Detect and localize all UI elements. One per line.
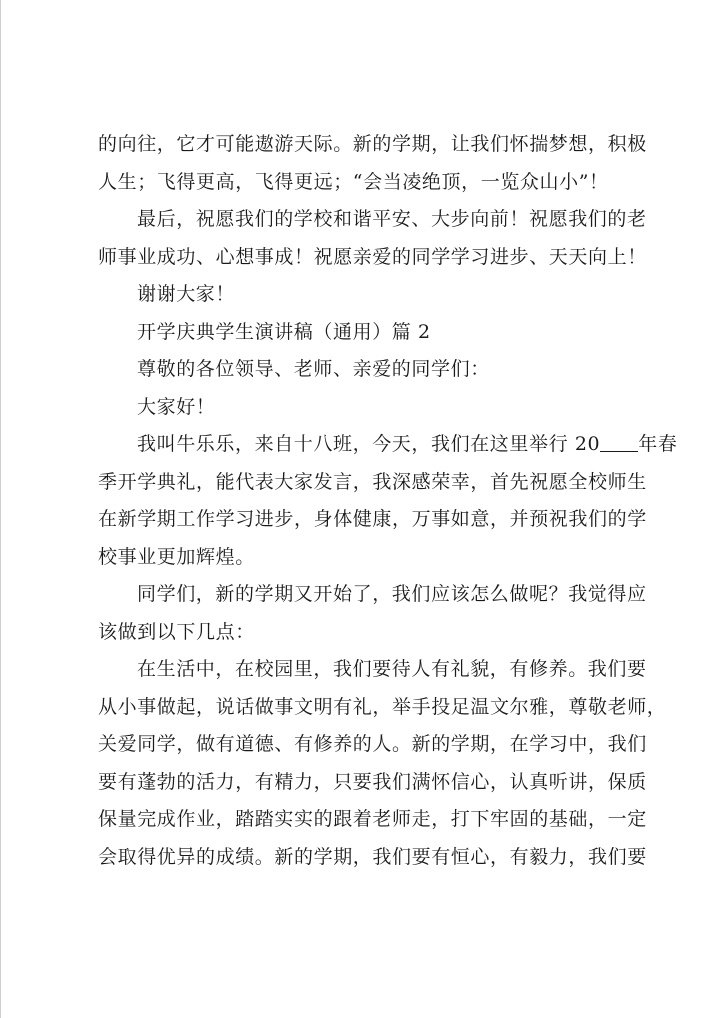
text-line [98,126,647,164]
line-text-after-blank: 年春 [638,433,678,455]
line-text: 会取得优异的成绩。新的学期，我们要有恒心，有毅力，我们要 [98,845,647,868]
text-line [98,201,647,239]
text-line [98,351,643,389]
line-text: 关爱同学，做有道德、有修养的人。新的学期，在学习中，我们 [98,733,647,755]
text-line [98,839,647,877]
text-line [98,764,647,802]
line-text: 大家好！ [137,395,216,418]
line-text: 最后，祝愿我们的学校和谐平安、大步向前！祝愿我们的老 [137,208,647,230]
text-line [98,689,667,727]
fill-in-blank [600,429,638,452]
line-text: 要有蓬勃的活力，有精力，只要我们满怀信心，认真听讲，保质 [98,770,647,793]
line-text: 该做到以下几点： [98,620,255,643]
text-line [98,239,647,277]
text-line [98,314,643,352]
text-line [98,464,647,502]
line-text: 季开学典礼，能代表大家发言，我深感荣幸，首先祝愿全校师生 [98,470,647,493]
text-line [98,501,647,539]
line-text: 同学们，新的学期又开始了，我们应该怎么做呢？我觉得应 [137,583,647,605]
text-line [98,576,647,614]
line-text: 的向往，它才可能遨游天际。新的学期，让我们怀揣梦想，积极 [98,133,647,155]
text-line [98,389,643,427]
text-line [98,801,647,839]
line-text: 尊敬的各位领导、老师、亲爱的同学们： [137,358,490,380]
line-text: 师事业成功、心想事成！祝愿亲爱的同学学习进步、天天向上！ [98,245,647,268]
text-line [98,614,643,652]
line-text: 在生活中，在校园里，我们要待人有礼貌，有修养。我们要 [137,658,647,680]
text-line [98,426,678,464]
line-text: 从小事做起，说话做事文明有礼，举手投足温文尔雅，尊敬老师， [98,695,667,718]
line-text: 在新学期工作学习进步，身体健康，万事如意，并预祝我们的学 [98,508,647,530]
text-line [98,164,643,202]
line-text: 保量完成作业，踏踏实实的跟着老师走，打下牢固的基础，一定 [98,808,647,830]
line-text: 我叫牛乐乐，来自十八班，今天，我们在这里举行 20 [137,433,601,455]
line-text: 开学庆典学生演讲稿（通用）篇 2 [137,320,431,343]
text-line [98,539,643,577]
line-text: 人生；飞得更高，飞得更远；“会当凌绝顶，一览众山小”！ [98,170,609,193]
text-line [98,726,647,764]
document-body [98,126,678,876]
text-line [98,651,647,689]
line-text: 谢谢大家！ [137,283,236,305]
text-line [98,276,643,314]
line-text: 校事业更加辉煌。 [98,545,255,568]
